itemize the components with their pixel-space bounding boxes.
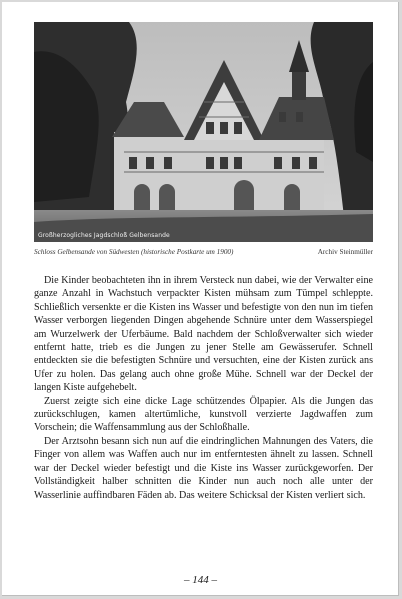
book-page <box>2 2 399 596</box>
paragraph: Der Arztsohn besann sich nun auf die eindringlichen Mahnungen des Vaters, die Finger von allem was Waffen auch nur im entferntesten ähnelt zu lassen. Schnell war der Deckel wieder befestigt und die Kiste ins Wasser zurückgeworfen. Der Vollständigkeit halber schnitten die Kinder nun auch noch alle unter der Wasserlinie auffindbaren Fäden ab. Das weitere Schicksal der Kisten verliert sich. <box>34 435 373 501</box>
historic-postcard-photo <box>34 22 373 242</box>
caption-description: Schloss Gelbensande von Südwesten (historische Postkarte um 1900) <box>34 248 234 256</box>
page-number: – 144 – <box>184 574 217 586</box>
castle-illustration <box>34 22 373 242</box>
paragraph: Zuerst zeigte sich eine dicke Lage schützendes Ölpapier. Als die Jungen das zurückschlugen, kamen altertümliche, kunstvoll verzierte Jagdwaffen zum Vorschein; die Waffensammlung aus der Schloßhalle. <box>34 395 373 434</box>
body-text <box>34 274 373 502</box>
photo-label: Großherzogliches Jagdschloß Gelbensande <box>38 232 170 239</box>
paragraph: Die Kinder beobachteten ihn in ihrem Versteck nun dabei, wie der Verwalter eine ganze Anzahl in Wachstuch verpackter Kisten mühsam zum Tümpel schleppte. Schließlich versenkte er die Kisten ins Wasser und befestigte von den nun im tiefen Wasser verborgen liegenden Dingen abgehende Schnüre unter dem Wasserspiegel am Wurzelwerk der Uferbäume. Bald nachdem der Schloßverwalter sich wieder entfernt hatte, trieb es die Jungen zu jener Stelle am Gewässerufer. Schnell entdeckten sie die befestigten Schnüre und versuchten, eine der Kisten zurück ans Ufer zu holen. Das gelang auch ohne große Mühe. Schnell war der Deckel der langen Kiste aufgehebelt. <box>34 275 373 394</box>
caption-credit: Archiv Steinmüller <box>317 248 373 256</box>
